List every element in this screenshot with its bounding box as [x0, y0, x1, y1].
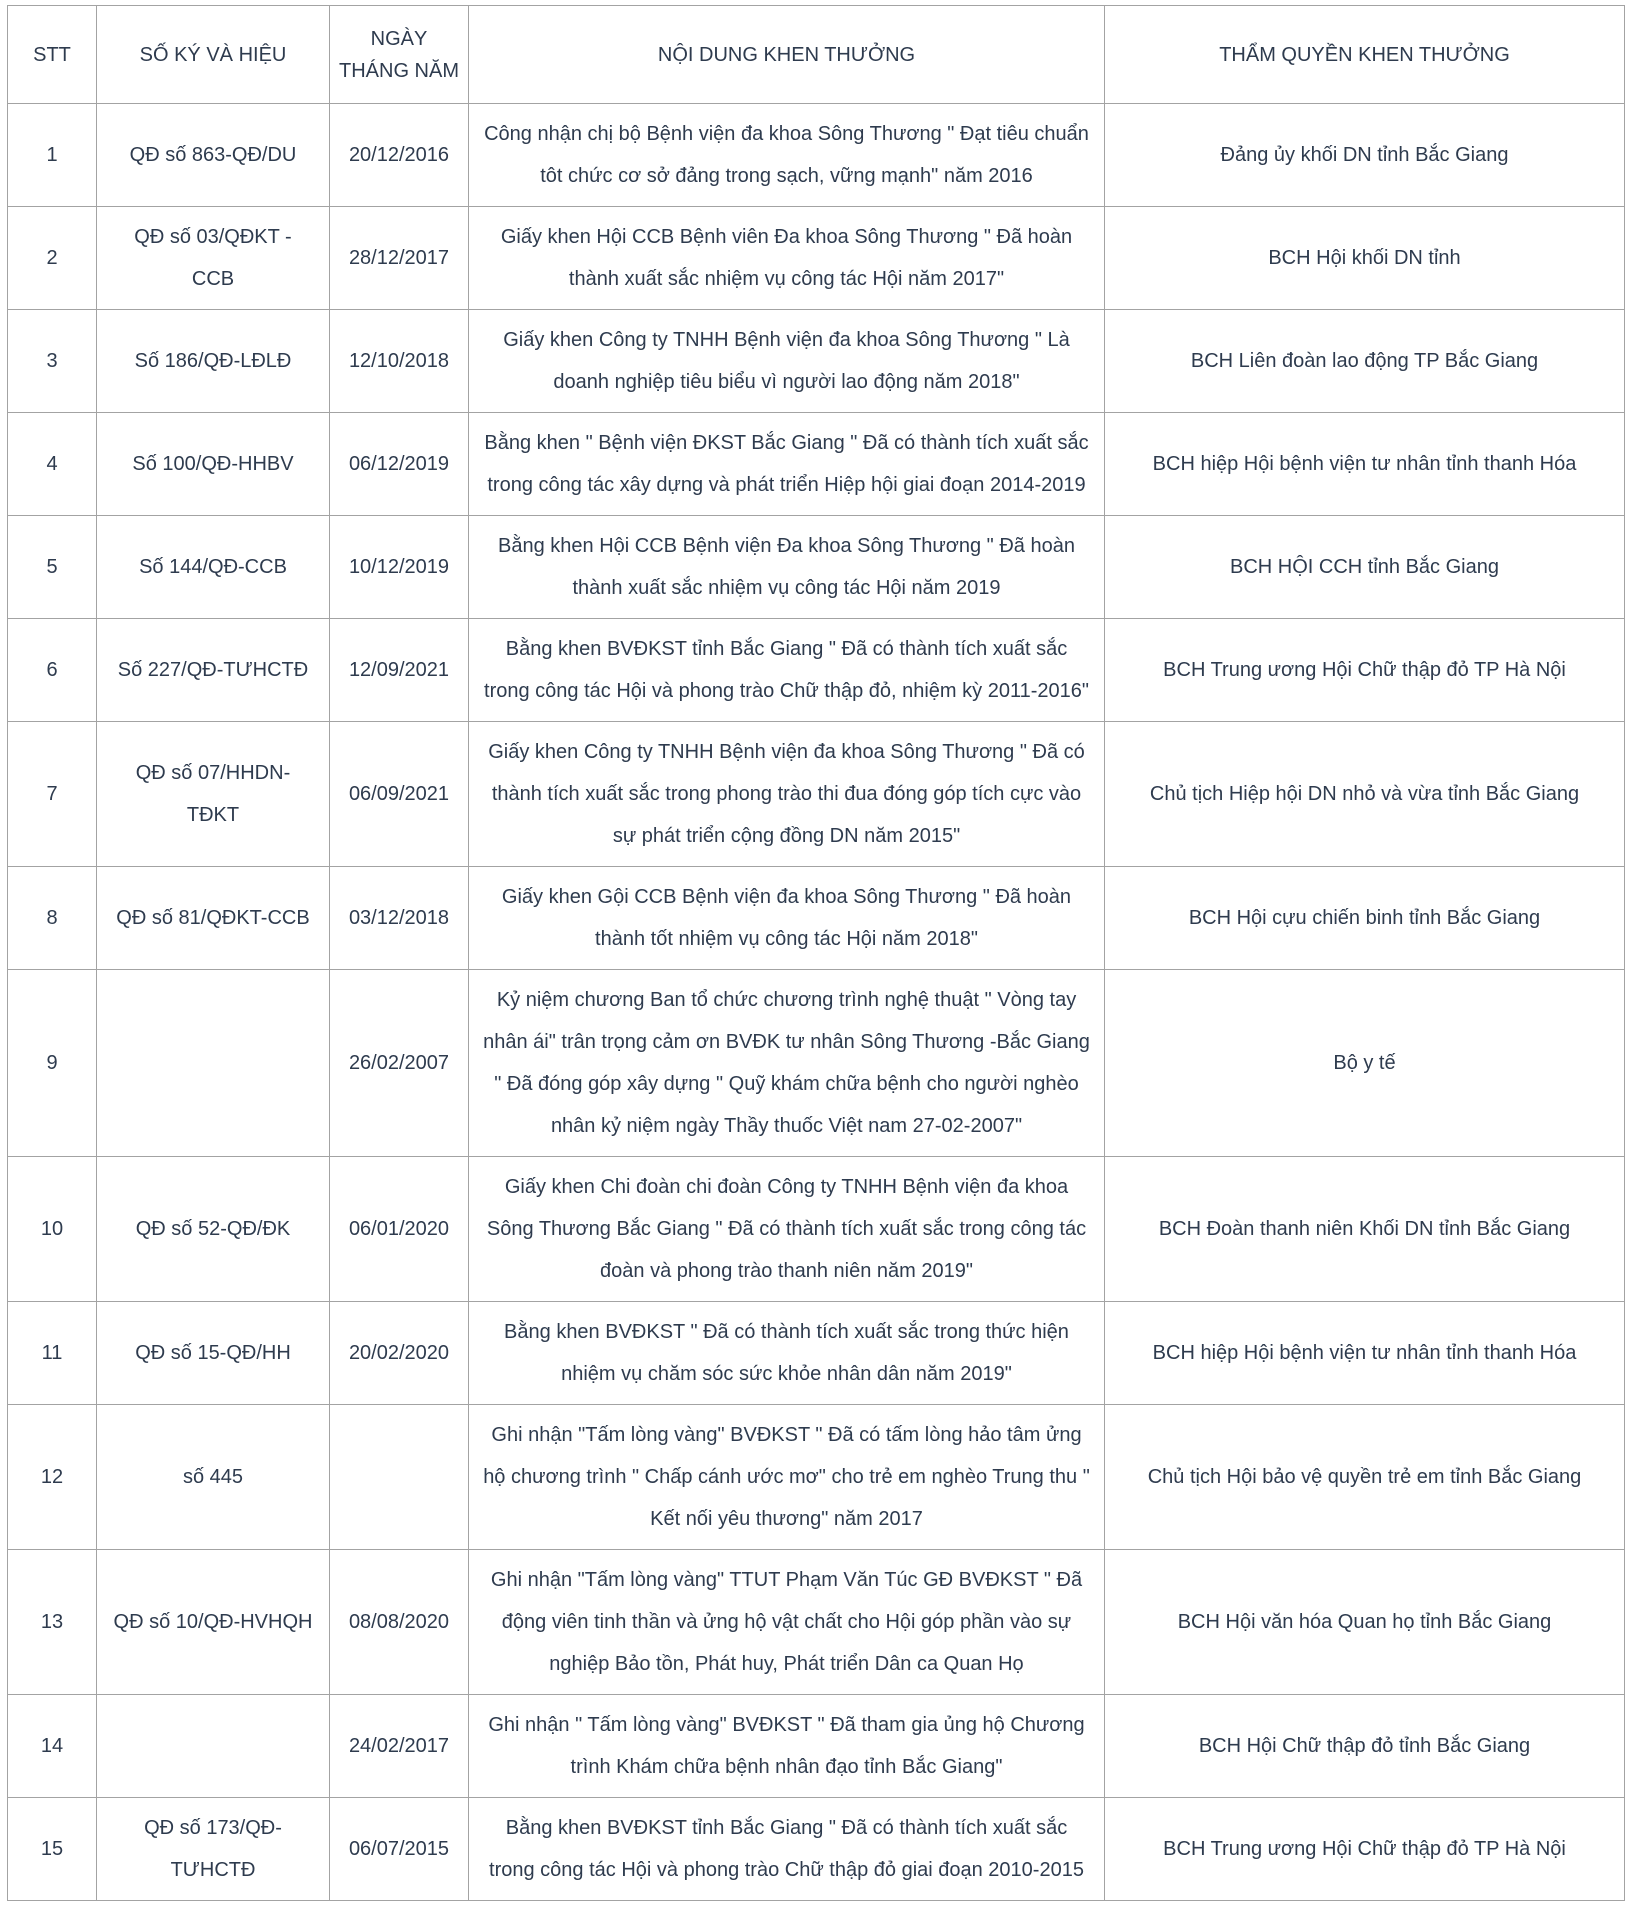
cell-tham-quyen: Đảng ủy khối DN tỉnh Bắc Giang — [1105, 104, 1625, 207]
cell-noi-dung: Kỷ niệm chương Ban tổ chức chương trình nghệ thuật " Vòng tay nhân ái" trân trọng cảm ơn BVĐK tư nhân Sông Thương -Bắc Giang " Đã đóng góp xây dựng " Quỹ khám chữa bệnh cho người nghèo nhân kỷ niệm ngày Thầy thuốc Việt nam 27-02-2007" — [469, 970, 1105, 1157]
table-row — [8, 516, 1625, 619]
cell-ngay: 06/07/2015 — [330, 1798, 469, 1901]
table-row — [8, 867, 1625, 970]
cell-so-ky-hieu: QĐ số 03/QĐKT - CCB — [97, 207, 330, 310]
cell-so-ky-hieu: QĐ số 52-QĐ/ĐK — [97, 1157, 330, 1302]
cell-noi-dung: Giấy khen Chi đoàn chi đoàn Công ty TNHH Bệnh viện đa khoa Sông Thương Bắc Giang " Đã có thành tích xuất sắc trong công tác đoàn và phong trào thanh niên năm 2019" — [469, 1157, 1105, 1302]
table-row — [8, 1302, 1625, 1405]
cell-ngay: 20/02/2020 — [330, 1302, 469, 1405]
cell-ngay: 06/09/2021 — [330, 722, 469, 867]
cell-noi-dung: Ghi nhận "Tấm lòng vàng" BVĐKST " Đã có tấm lòng hảo tâm ửng hộ chương trình " Chấp cánh ước mơ" cho trẻ em nghèo Trung thu " Kết nối yêu thương" năm 2017 — [469, 1405, 1105, 1550]
cell-so-ky-hieu: QĐ số 07/HHDN-TĐKT — [97, 722, 330, 867]
cell-ngay: 08/08/2020 — [330, 1550, 469, 1695]
cell-tham-quyen: BCH Hội cựu chiến binh tỉnh Bắc Giang — [1105, 867, 1625, 970]
table-row — [8, 310, 1625, 413]
header-cell-tham-quyen: THẨM QUYỀN KHEN THƯỞNG — [1105, 6, 1625, 104]
cell-so-ky-hieu: QĐ số 173/QĐ-TƯHCTĐ — [97, 1798, 330, 1901]
cell-so-ky-hieu — [97, 1695, 330, 1798]
cell-ngay: 06/01/2020 — [330, 1157, 469, 1302]
table-row — [8, 722, 1625, 867]
cell-stt: 8 — [8, 867, 97, 970]
cell-stt: 13 — [8, 1550, 97, 1695]
cell-noi-dung: Giấy khen Hội CCB Bệnh viên Đa khoa Sông Thương " Đã hoàn thành xuất sắc nhiệm vụ công tác Hội năm 2017" — [469, 207, 1105, 310]
cell-tham-quyen: Bộ y tế — [1105, 970, 1625, 1157]
cell-stt: 15 — [8, 1798, 97, 1901]
cell-noi-dung: Bằng khen BVĐKST tỉnh Bắc Giang " Đã có thành tích xuất sắc trong công tác Hội và phong trào Chữ thập đỏ, nhiệm kỳ 2011-2016" — [469, 619, 1105, 722]
cell-stt: 10 — [8, 1157, 97, 1302]
awards-table — [7, 5, 1625, 1901]
cell-ngay: 28/12/2017 — [330, 207, 469, 310]
cell-so-ky-hieu: QĐ số 863-QĐ/DU — [97, 104, 330, 207]
cell-tham-quyen: BCH Hội khối DN tỉnh — [1105, 207, 1625, 310]
cell-stt: 6 — [8, 619, 97, 722]
cell-noi-dung: Bằng khen BVĐKST " Đã có thành tích xuất sắc trong thức hiện nhiệm vụ chăm sóc sức khỏe nhân dân năm 2019" — [469, 1302, 1105, 1405]
cell-noi-dung: Giấy khen Công ty TNHH Bệnh viện đa khoa Sông Thương " Đã có thành tích xuất sắc trong phong trào thi đua đóng góp tích cực vào sự phát triển cộng đồng DN năm 2015" — [469, 722, 1105, 867]
cell-so-ky-hieu: Số 186/QĐ-LĐLĐ — [97, 310, 330, 413]
cell-noi-dung: Ghi nhận " Tấm lòng vàng" BVĐKST " Đã tham gia ủng hộ Chương trình Khám chữa bệnh nhân đạo tỉnh Bắc Giang" — [469, 1695, 1105, 1798]
header-cell-noi-dung: NỘI DUNG KHEN THƯỞNG — [469, 6, 1105, 104]
cell-noi-dung: Bằng khen BVĐKST tỉnh Bắc Giang " Đã có thành tích xuất sắc trong công tác Hội và phong trào Chữ thập đỏ giai đoạn 2010-2015 — [469, 1798, 1105, 1901]
table-row — [8, 1695, 1625, 1798]
cell-ngay — [330, 1405, 469, 1550]
cell-so-ky-hieu: Số 100/QĐ-HHBV — [97, 413, 330, 516]
cell-noi-dung: Giấy khen Công ty TNHH Bệnh viện đa khoa Sông Thương " Là doanh nghiệp tiêu biểu vì người lao động năm 2018" — [469, 310, 1105, 413]
cell-tham-quyen: BCH HỘI CCH tỉnh Bắc Giang — [1105, 516, 1625, 619]
cell-tham-quyen: BCH Hội Chữ thập đỏ tỉnh Bắc Giang — [1105, 1695, 1625, 1798]
cell-so-ky-hieu — [97, 970, 330, 1157]
cell-so-ky-hieu: QĐ số 81/QĐKT-CCB — [97, 867, 330, 970]
cell-so-ky-hieu: QĐ số 15-QĐ/HH — [97, 1302, 330, 1405]
header-cell-so-ky-hieu: SỐ KÝ VÀ HIỆU — [97, 6, 330, 104]
table-row — [8, 1798, 1625, 1901]
cell-so-ky-hieu: Số 227/QĐ-TƯHCTĐ — [97, 619, 330, 722]
cell-tham-quyen: BCH Đoàn thanh niên Khối DN tỉnh Bắc Giang — [1105, 1157, 1625, 1302]
cell-so-ky-hieu: QĐ số 10/QĐ-HVHQH — [97, 1550, 330, 1695]
cell-ngay: 24/02/2017 — [330, 1695, 469, 1798]
cell-stt: 1 — [8, 104, 97, 207]
cell-ngay: 26/02/2007 — [330, 970, 469, 1157]
cell-tham-quyen: Chủ tịch Hiệp hội DN nhỏ và vừa tỉnh Bắc Giang — [1105, 722, 1625, 867]
cell-stt: 14 — [8, 1695, 97, 1798]
cell-tham-quyen: BCH hiệp Hội bệnh viện tư nhân tỉnh thanh Hóa — [1105, 413, 1625, 516]
cell-so-ky-hieu: Số 144/QĐ-CCB — [97, 516, 330, 619]
header-cell-stt: STT — [8, 6, 97, 104]
cell-ngay: 03/12/2018 — [330, 867, 469, 970]
header-cell-ngay: NGÀY THÁNG NĂM — [330, 6, 469, 104]
cell-noi-dung: Bằng khen Hội CCB Bệnh viện Đa khoa Sông Thương " Đã hoàn thành xuất sắc nhiệm vụ công tác Hội năm 2019 — [469, 516, 1105, 619]
cell-tham-quyen: Chủ tịch Hội bảo vệ quyền trẻ em tỉnh Bắc Giang — [1105, 1405, 1625, 1550]
awards-table-body — [8, 104, 1625, 1901]
awards-table-header — [8, 6, 1625, 104]
table-row — [8, 413, 1625, 516]
cell-stt: 11 — [8, 1302, 97, 1405]
table-row — [8, 619, 1625, 722]
cell-tham-quyen: BCH Trung ương Hội Chữ thập đỏ TP Hà Nội — [1105, 1798, 1625, 1901]
table-row — [8, 1550, 1625, 1695]
table-row — [8, 104, 1625, 207]
cell-ngay: 20/12/2016 — [330, 104, 469, 207]
cell-noi-dung: Bằng khen " Bệnh viện ĐKST Bắc Giang " Đã có thành tích xuất sắc trong công tác xây dựng và phát triển Hiệp hội giai đoạn 2014-2019 — [469, 413, 1105, 516]
cell-stt: 9 — [8, 970, 97, 1157]
table-row — [8, 1157, 1625, 1302]
cell-tham-quyen: BCH Trung ương Hội Chữ thập đỏ TP Hà Nội — [1105, 619, 1625, 722]
cell-tham-quyen: BCH Liên đoàn lao động TP Bắc Giang — [1105, 310, 1625, 413]
cell-ngay: 10/12/2019 — [330, 516, 469, 619]
table-row — [8, 1405, 1625, 1550]
header-row — [8, 6, 1625, 104]
cell-stt: 5 — [8, 516, 97, 619]
cell-so-ky-hieu: số 445 — [97, 1405, 330, 1550]
cell-stt: 3 — [8, 310, 97, 413]
cell-stt: 7 — [8, 722, 97, 867]
cell-tham-quyen: BCH hiệp Hội bệnh viện tư nhân tỉnh thanh Hóa — [1105, 1302, 1625, 1405]
table-row — [8, 207, 1625, 310]
cell-noi-dung: Công nhận chị bộ Bệnh viện đa khoa Sông Thương " Đạt tiêu chuẩn tôt chức cơ sở đảng trong sạch, vững mạnh" năm 2016 — [469, 104, 1105, 207]
cell-noi-dung: Ghi nhận "Tấm lòng vàng" TTUT Phạm Văn Túc GĐ BVĐKST " Đã động viên tinh thần và ửng hộ vật chất cho Hội góp phần vào sự nghiệp Bảo tồn, Phát huy, Phát triển Dân ca Quan Họ — [469, 1550, 1105, 1695]
table-row — [8, 970, 1625, 1157]
cell-stt: 4 — [8, 413, 97, 516]
cell-stt: 12 — [8, 1405, 97, 1550]
cell-ngay: 12/09/2021 — [330, 619, 469, 722]
cell-noi-dung: Giấy khen Gội CCB Bệnh viện đa khoa Sông Thương " Đã hoàn thành tốt nhiệm vụ công tác Hội năm 2018" — [469, 867, 1105, 970]
cell-ngay: 06/12/2019 — [330, 413, 469, 516]
cell-stt: 2 — [8, 207, 97, 310]
cell-tham-quyen: BCH Hội văn hóa Quan họ tỉnh Bắc Giang — [1105, 1550, 1625, 1695]
cell-ngay: 12/10/2018 — [330, 310, 469, 413]
